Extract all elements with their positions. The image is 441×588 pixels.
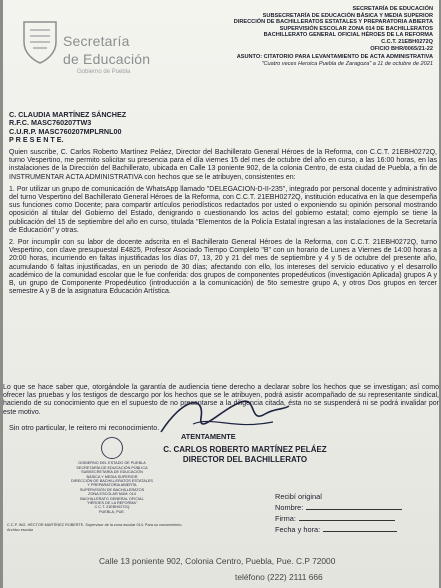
recipient-curp: C.U.R.P. MASC760207MPLRNL00: [9, 126, 122, 136]
stamp-line: SECRETARÍA DE EDUCACIÓN PÚBLICA: [76, 465, 148, 470]
header-line: SECRETARÍA DE EDUCACIÓN: [352, 6, 433, 12]
receipt-date-label: Fecha y hora:: [275, 525, 321, 534]
cc-line: C.C.P. ING. HÉCTOR MARTÍNEZ ROBERTE. Supervisor de la zona escolar 014. Para su conocimiento.: [7, 523, 183, 527]
shield-icon: [21, 20, 59, 64]
stamp-line: Y PREPARATORIA ABIERTA: [87, 483, 137, 488]
recipient-presente: P R E S E N T E.: [9, 135, 64, 145]
closing-paragraph: Lo que se hace saber que, otorgándole la garantía de audiencia tiene derecho a declarar sobre los hechos que se investigan; así como ofrecer las pruebas y los testigos de descargo por los hechos que se le atribuyen, podrá asistir acompañado de su representante sindical, haciendo de su conocimiento que en el supuesto de no presentarse a la diligencia citada, ésta no se suspenderá ni se podrá invalidar por este motivo.: [3, 384, 439, 416]
stamp-line: BACHILLERATO GENERAL OFICIAL: [80, 496, 144, 501]
logo-line-1: Secretaría: [63, 33, 130, 49]
document-page: [3, 0, 439, 588]
recipient-name: C. CLAUDIA MARTÍNEZ SÁNCHEZ: [9, 110, 127, 119]
closing-line: Sin otro particular, le reitero mi reconocimiento.: [9, 423, 160, 432]
stamp-line: SUPERVISIÓN DE BACHILLERATOS: [79, 487, 145, 492]
receipt-signature-line: [299, 520, 395, 521]
secretaria-educacion-logo: [21, 20, 171, 74]
stamp-line: ZONA ESCOLAR NÚM. 014: [88, 492, 136, 497]
stamp-line: SUBSECRETARÍA DE EDUCACIÓN: [81, 470, 143, 475]
header-line: DIRECCIÓN DE BACHILLERATOS ESTATALES Y PREPARATORIA ABIERTA: [233, 19, 433, 26]
stamp-line: DIRECCIÓN DE BACHILLERATOS ESTATALES: [71, 479, 153, 484]
subject-line: ASUNTO: CITATORIO PARA LEVANTAMIENTO DE ACTA ADMINISTRATIVA: [236, 54, 433, 61]
institution-header: [173, 6, 433, 67]
signatory-name: C. CARLOS ROBERTO MARTÍNEZ PELÁEZ: [163, 445, 327, 454]
header-line: SUPERVISIÓN ESCOLAR ZONA 014 DE BACHILLERATOS: [279, 25, 433, 32]
point-2-paragraph: 2. Por incumplir con su labor de docente adscrita en el Bachillerato General Héroes de la Reforma, con C.C.T. 21EBH0272Q, turno Vespertino, con clave presupuestal E4825, Profesor Asociado Tiempo Completo "B" con un horario de Lunes a Viernes de 14:00 horas a 20:00 horas, incurriendo en faltas injustificadas los días 07, 13, 20 y 21 del mes de septiembre y 4 y 5 de octubre del presente año, acumulando 6 faltas injustificadas, en un periodo de 30 días; afectando con ello, los intereses del servicio educativo y el desarrollo académico de la comunidad escolar que le fue conferida: dos grupos de componentes propedéuticos (investigación Aplicada) grupos A y B, un grupo de Componente Propedéutico (introducción a la comunicación) de 5to semestre grupo A, y otros Dos grupos en tercer semestre A y B de la asignatura Educación Artística.: [9, 239, 437, 296]
point-1-paragraph: 1. Por utilizar un grupo de comunicación de WhatsApp llamado "DELEGACION-D-II-235", integrado por personal docente y administrativo del turno Vespertino del Bachillerato General Héroes de la Reforma, con C.C.T. 21EBH0272Q, institución educativa en la que desempeña sus funciones como Docente; para compartir artículos periodísticos redactados por usted o exponiendo su opinión personal mostrando oposición al titular del Gobierno del Estado, denigrando o cuestionando los actos del gobierno estatal; como ejemplo se tiene la publicación del 15 de septiembre del año en curso, titulada "Elementos de la Policía Estatal ingresan a las instalaciones de la Secretaría de Educación" y otras.: [9, 185, 437, 234]
letter-body: [9, 149, 437, 300]
intro-paragraph: Quien suscribe, C. Carlos Roberto Martínez Peláez, Director del Bachillerato General Héroes de la Reforma, con C.C.T. 21EBH0272Q, turno Vespertino, me permito solicitar su presencia para el día viernes 15 del mes de octubre del año en curso, a las 16:00 horas, en las instalaciones de la Dirección del Bachillerato, ubicada en Calle 13 poniente 902, de la colonia Centro, de esta ciudad de Puebla, a fin de INSTRUMENTAR ACTA ADMINISTRATIVA con hechos que se le atribuyen, consistentes en:: [9, 149, 437, 181]
header-line: C.C.T. 21EBH0272Q: [381, 38, 433, 45]
stamp-line: PUEBLA, PUE.: [99, 509, 125, 514]
carbon-copy-block: [7, 523, 183, 533]
cc-line: Archivo escolar: [7, 527, 33, 532]
receipt-date-line: [323, 531, 397, 532]
header-line: OFICIO BHR/0065/21-22: [370, 45, 433, 52]
footer-address: Calle 13 poniente 902, Colonia Centro, Puebla, Pue. C.P 72000: [99, 556, 336, 566]
signatory-title: DIRECTOR DEL BACHILLERATO: [182, 455, 308, 464]
date-line: "Cuatro veces Heroica Puebla de Zaragoza" a 11 de octubre de 2021: [261, 60, 433, 67]
recipient-rfc: R.F.C. MASC760207TW3: [9, 118, 92, 128]
atentamente-label: ATENTAMENTE: [181, 432, 236, 441]
header-line: SUBSECRETARÍA DE EDUCACIÓN BÁSICA Y MEDIA SUPERIOR: [262, 12, 433, 19]
receipt-title: Recibí original: [275, 492, 322, 501]
stamp-line: BÁSICA Y MEDIA SUPERIOR: [86, 474, 138, 479]
logo-line-3: Gobierno de Puebla: [77, 69, 131, 75]
receipt-name-line: [306, 509, 402, 510]
receipt-signature-label: Firma:: [275, 514, 296, 523]
stamp-line: "HÉROES DE LA REFORMA": [86, 501, 138, 506]
seal-icon: [101, 437, 123, 459]
receipt-name-label: Nombre:: [275, 503, 304, 512]
receipt-block: [275, 491, 402, 535]
stamp-line: GOBIERNO DEL ESTADO DE PUEBLA: [78, 461, 146, 466]
recipient-block: [9, 111, 126, 145]
signatory-block: [145, 445, 345, 465]
logo-line-2: de Educación: [63, 51, 151, 67]
header-line: BACHILLERATO GENERAL OFICIAL HÉROES DE LA REFORMA: [263, 32, 433, 39]
stamp-line: C.C.T. 21EBH0272Q: [94, 505, 130, 510]
footer-phone: teléfono (222) 2111 666: [235, 572, 323, 582]
